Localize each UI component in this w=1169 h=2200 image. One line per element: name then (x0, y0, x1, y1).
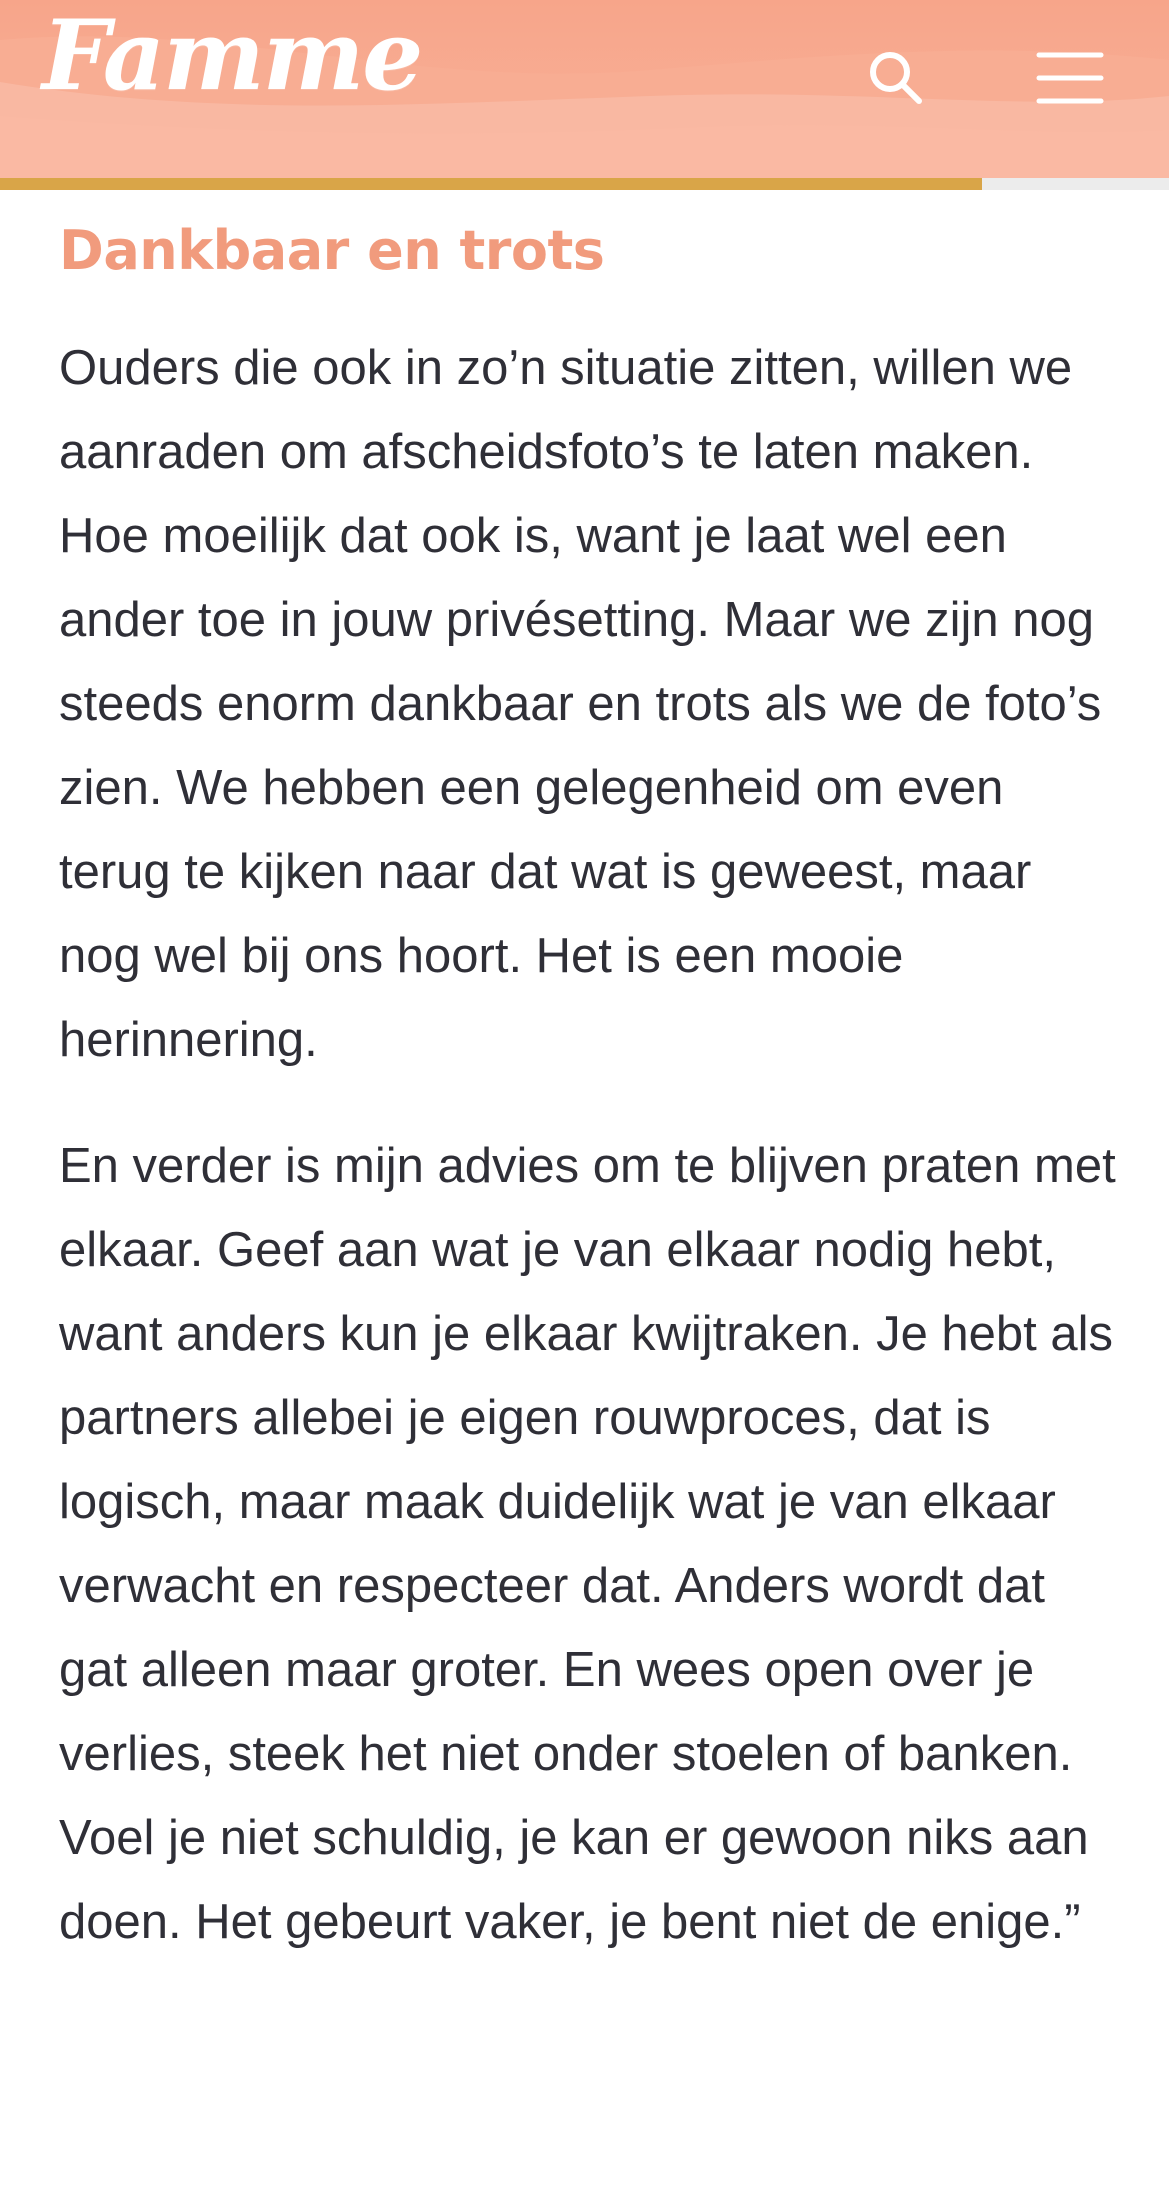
menu-button[interactable] (1034, 42, 1106, 114)
article-paragraph: En verder is mijn advies om te blijven praten met elkaar. Geef aan wat je van elkaar nodig hebt, want anders kun je elkaar kwijtraken. Je hebt als partners allebei je eigen rouwproces, dat is logisch, maar maak duidelijk wat je van elkaar verwacht en respecteer dat. Anders wordt dat gat alleen maar groter. En wees open over je verlies, steek het niet onder stoelen of banken. Voel je niet schuldig, je kan er gewoon niks aan doen. Het gebeurt vaker, je bent niet de enige.” (59, 1139, 1116, 1949)
reading-progress-fill (0, 178, 982, 190)
site-header (0, 0, 1169, 178)
article-paragraph: Ouders die ook in zo’n situatie zitten, willen we aanraden om afscheidsfoto’s te laten maken. Hoe moeilijk dat ook is, want je laat wel een ander toe in jouw privésetting. Maar we zijn nog steeds enorm dankbaar en trots als we de foto’s zien. We hebben een gelegenheid om even terug te kijken naar dat wat is geweest, maar nog wel bij ons hoort. Het is een mooie herinnering. (59, 341, 1102, 1067)
section-title: Dankbaar en trots (59, 219, 605, 282)
search-button[interactable] (860, 42, 932, 114)
article-content (59, 214, 1119, 1964)
search-icon (864, 46, 928, 110)
famme-logo[interactable]: Famme (42, 0, 422, 112)
hamburger-menu-icon (1036, 47, 1104, 109)
reading-progress-bar (0, 178, 1169, 190)
